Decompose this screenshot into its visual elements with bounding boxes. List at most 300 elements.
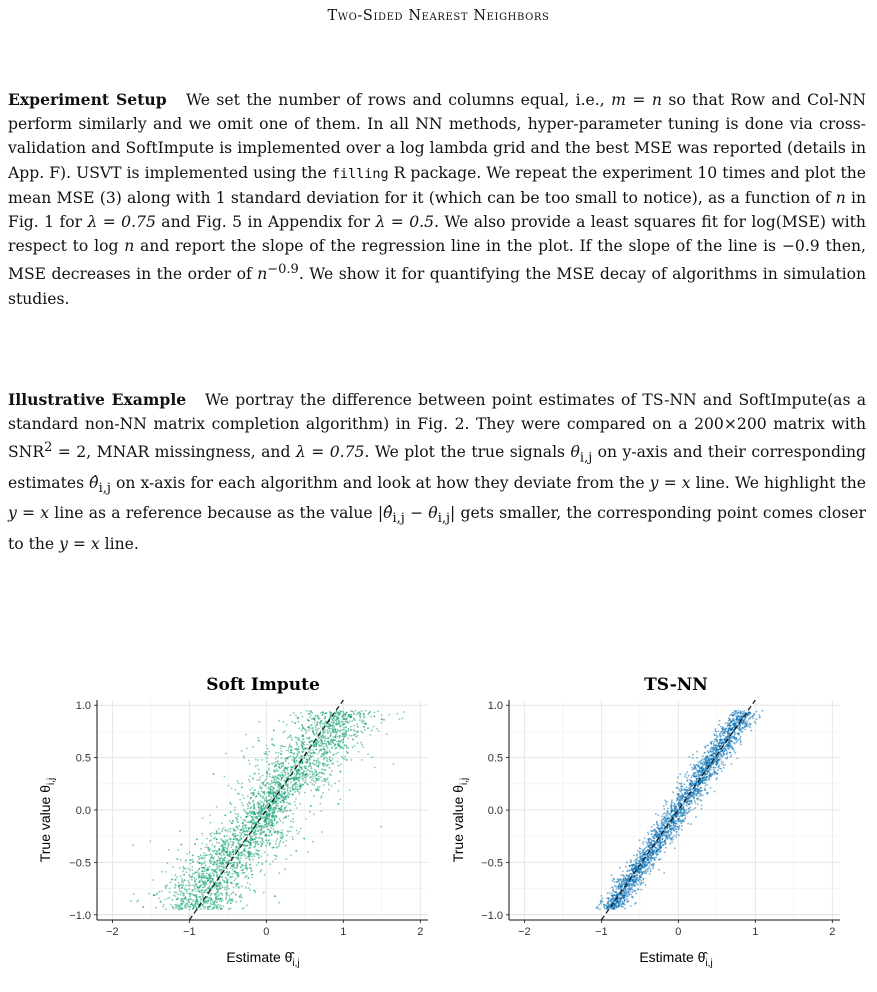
scatter-point	[316, 724, 318, 726]
scatter-point	[216, 907, 218, 909]
scatter-point	[403, 711, 405, 713]
scatter-point	[204, 880, 206, 882]
scatter-point	[614, 905, 616, 907]
scatter-point	[267, 842, 269, 844]
scatter-point	[270, 786, 272, 788]
scatter-point	[216, 830, 218, 832]
scatter-point	[185, 868, 187, 870]
scatter-point	[191, 884, 193, 886]
scatter-point	[261, 759, 263, 761]
scatter-point	[263, 832, 265, 834]
scatter-point	[739, 727, 741, 729]
scatter-point	[325, 751, 327, 753]
scatter-point	[214, 904, 216, 906]
scatter-point	[322, 733, 324, 735]
scatter-point	[201, 833, 203, 835]
scatter-point	[240, 900, 242, 902]
scatter-point	[311, 712, 313, 714]
scatter-point	[258, 773, 260, 775]
scatter-point	[179, 894, 181, 896]
scatter-point	[373, 715, 375, 717]
scatter-point	[321, 754, 323, 756]
scatter-point	[316, 749, 318, 751]
scatter-point	[268, 821, 270, 823]
scatter-point	[206, 844, 208, 846]
scatter-point	[327, 777, 329, 779]
scatter-point	[244, 855, 246, 857]
scatter-point	[352, 739, 354, 741]
scatter-point	[322, 714, 324, 716]
scatter-point	[249, 867, 251, 869]
scatter-point	[370, 716, 372, 718]
scatter-point	[237, 793, 239, 795]
scatter-point	[290, 810, 292, 812]
scatter-point	[309, 716, 311, 718]
scatter-point	[274, 792, 276, 794]
scatter-point	[230, 876, 232, 878]
scatter-point	[191, 859, 193, 861]
scatter-point	[268, 783, 270, 785]
scatter-point	[219, 900, 221, 902]
scatter-point	[658, 859, 660, 861]
scatter-point	[739, 711, 741, 713]
scatter-point	[248, 812, 250, 814]
scatter-point	[194, 886, 196, 888]
scatter-point	[224, 888, 226, 890]
scatter-point	[244, 850, 246, 852]
scatter-point	[733, 750, 735, 752]
scatter-point	[241, 750, 243, 752]
scatter-point	[253, 819, 255, 821]
scatter-point	[178, 885, 180, 887]
scatter-point	[662, 818, 664, 820]
scatter-point	[206, 878, 208, 880]
scatter-point	[209, 866, 211, 868]
scatter-point	[251, 870, 253, 872]
scatter-point	[175, 895, 177, 897]
scatter-point	[246, 857, 248, 859]
scatter-point	[218, 868, 220, 870]
scatter-point	[290, 790, 292, 792]
scatter-point	[255, 765, 257, 767]
scatter-point	[181, 892, 183, 894]
scatter-point	[216, 875, 218, 877]
scatter-point	[294, 773, 296, 775]
scatter-point	[201, 879, 203, 881]
scatter-point	[677, 782, 679, 784]
scatter-point	[282, 788, 284, 790]
scatter-point	[183, 867, 185, 869]
scatter-point	[132, 844, 134, 846]
scatter-point	[619, 905, 621, 907]
scatter-point	[371, 756, 373, 758]
scatter-point	[338, 790, 340, 792]
scatter-point	[230, 811, 232, 813]
scatter-point	[220, 862, 222, 864]
scatter-point	[265, 839, 267, 841]
scatter-point	[338, 720, 340, 722]
scatter-point	[249, 864, 251, 866]
scatter-point	[289, 826, 291, 828]
scatter-point	[736, 742, 738, 744]
scatter-point	[322, 711, 324, 713]
scatter-point	[278, 902, 280, 904]
scatter-point	[276, 768, 278, 770]
scatter-point	[265, 751, 267, 753]
scatter-point	[241, 829, 243, 831]
scatter-point	[331, 713, 333, 715]
scatter-point	[212, 844, 214, 846]
scatter-point	[252, 801, 254, 803]
scatter-point	[322, 755, 324, 757]
scatter-point	[279, 841, 281, 843]
scatter-point	[269, 773, 271, 775]
scatter-point	[326, 729, 328, 731]
scatter-point	[196, 899, 198, 901]
scatter-point	[296, 777, 298, 779]
scatter-point	[263, 802, 265, 804]
scatter-point	[279, 794, 281, 796]
scatter-point	[287, 790, 289, 792]
scatter-point	[310, 749, 312, 751]
scatter-point	[185, 885, 187, 887]
scatter-point	[219, 906, 221, 908]
scatter-point	[265, 753, 267, 755]
scatter-point	[191, 902, 193, 904]
scatter-point	[187, 893, 189, 895]
scatter-point	[299, 757, 301, 759]
scatter-point	[268, 764, 270, 766]
scatter-point	[309, 757, 311, 759]
scatter-point	[274, 831, 276, 833]
scatter-point	[264, 827, 266, 829]
x-tick-label: −2	[106, 926, 119, 938]
scatter-point	[257, 801, 259, 803]
scatter-point	[239, 844, 241, 846]
scatter-point	[206, 884, 208, 886]
scatter-point	[244, 834, 246, 836]
scatter-point	[233, 838, 235, 840]
scatter-point	[224, 886, 226, 888]
scatter-point	[290, 714, 292, 716]
scatter-point	[197, 874, 199, 876]
scatter-point	[207, 879, 209, 881]
scatter-point	[273, 819, 275, 821]
scatter-point	[268, 767, 270, 769]
scatter-point	[280, 748, 282, 750]
scatter-point	[635, 893, 637, 895]
scatter-point	[239, 895, 241, 897]
scatter-point	[727, 752, 729, 754]
scatter-point	[333, 754, 335, 756]
scatter-point	[275, 843, 277, 845]
scatter-point	[291, 737, 293, 739]
scatter-point	[175, 885, 177, 887]
scatter-point	[374, 767, 376, 769]
scatter-point	[286, 802, 288, 804]
scatter-point	[295, 787, 297, 789]
scatter-point	[214, 846, 216, 848]
scatter-point	[304, 766, 306, 768]
scatter-point	[744, 712, 746, 714]
scatter-point	[185, 860, 187, 862]
scatter-point	[209, 876, 211, 878]
scatter-point	[252, 746, 254, 748]
scatter-point	[208, 849, 210, 851]
scatter-point	[248, 821, 250, 823]
scatter-point	[182, 870, 184, 872]
scatter-point	[235, 830, 237, 832]
scatter-point	[183, 893, 185, 895]
scatter-point	[218, 904, 220, 906]
scatter-point	[323, 737, 325, 739]
scatter-point	[681, 829, 683, 831]
scatter-point	[361, 744, 363, 746]
scatter-point	[285, 760, 287, 762]
scatter-point	[746, 726, 748, 728]
scatter-point	[260, 806, 262, 808]
scatter-point	[295, 715, 297, 717]
scatter-point	[254, 855, 256, 857]
scatter-point	[328, 784, 330, 786]
scatter-point	[212, 872, 214, 874]
scatter-point	[639, 847, 641, 849]
scatter-point	[312, 841, 314, 843]
y-tick-label: −1.0	[69, 909, 91, 922]
scatter-point	[253, 813, 255, 815]
scatter-point	[318, 776, 320, 778]
scatter-point	[310, 756, 312, 758]
scatter-point	[266, 812, 268, 814]
scatter-point	[323, 784, 325, 786]
scatter-point	[378, 730, 380, 732]
scatter-point	[209, 833, 211, 835]
scatter-point	[338, 713, 340, 715]
scatter-point	[246, 816, 248, 818]
scatter-point	[165, 888, 167, 890]
scatter-point	[230, 893, 232, 895]
scatter-point	[250, 807, 252, 809]
scatter-point	[297, 739, 299, 741]
scatter-point	[319, 803, 321, 805]
scatter-point	[241, 786, 243, 788]
scatter-point	[267, 828, 269, 830]
scatter-point	[224, 857, 226, 859]
scatter-point	[213, 773, 215, 775]
scatter-point	[332, 736, 334, 738]
scatter-point	[324, 763, 326, 765]
scatter-point	[262, 797, 264, 799]
scatter-point	[255, 841, 257, 843]
scatter-point	[213, 881, 215, 883]
scatter-point	[191, 866, 193, 868]
scatter-point	[229, 802, 231, 804]
y-tick-label: −0.5	[69, 857, 91, 870]
scatter-point	[273, 795, 275, 797]
scatter-point	[232, 900, 234, 902]
scatter-point	[232, 843, 234, 845]
scatter-point	[248, 828, 250, 830]
scatter-point	[386, 733, 388, 735]
scatter-point	[338, 737, 340, 739]
scatter-point	[214, 887, 216, 889]
scatter-point	[221, 845, 223, 847]
scatter-point	[292, 818, 294, 820]
scatter-point	[280, 780, 282, 782]
scatter-point	[611, 892, 613, 894]
scatter-point	[208, 854, 210, 856]
scatter-point	[347, 722, 349, 724]
scatter-point	[274, 854, 276, 856]
scatter-point	[649, 873, 651, 875]
x-tick-label: −1	[595, 926, 608, 938]
scatter-point	[644, 870, 646, 872]
scatter-point	[257, 791, 259, 793]
y-tick-label: 0.0	[75, 805, 91, 817]
scatter-point	[207, 867, 209, 869]
scatter-point	[694, 800, 696, 802]
scatter-point	[326, 759, 328, 761]
scatter-point	[318, 741, 320, 743]
scatter-point	[210, 857, 212, 859]
scatter-point	[183, 882, 185, 884]
scatter-point	[200, 854, 202, 856]
scatter-point	[275, 808, 277, 810]
scatter-point	[352, 747, 354, 749]
scatter-point	[346, 759, 348, 761]
scatter-point	[292, 756, 294, 758]
scatter-point	[212, 901, 214, 903]
scatter-point	[312, 755, 314, 757]
scatter-point	[710, 787, 712, 789]
scatter-point	[316, 763, 318, 765]
scatter-point	[339, 741, 341, 743]
scatter-point	[176, 898, 178, 900]
scatter-point	[275, 855, 277, 857]
scatter-point	[324, 729, 326, 731]
scatter-point	[242, 865, 244, 867]
scatter-point	[253, 803, 255, 805]
scatter-point	[329, 767, 331, 769]
scatter-point	[196, 907, 198, 909]
scatter-point	[260, 833, 262, 835]
scatter-point	[254, 891, 256, 893]
scatter-point	[720, 726, 722, 728]
scatter-point	[280, 775, 282, 777]
scatter-point	[671, 801, 673, 803]
scatter-point	[301, 751, 303, 753]
scatter-point	[239, 832, 241, 834]
scatter-point	[678, 834, 680, 836]
scatter-point	[202, 873, 204, 875]
scatter-point	[393, 763, 395, 765]
scatter-point	[215, 853, 217, 855]
scatter-point	[189, 852, 191, 854]
scatter-point	[275, 779, 277, 781]
scatter-point	[743, 710, 745, 712]
scatter-point	[236, 857, 238, 859]
scatter-point	[272, 825, 274, 827]
scatter-point	[251, 874, 253, 876]
scatter-point	[322, 792, 324, 794]
scatter-point	[288, 794, 290, 796]
scatter-point	[290, 855, 292, 857]
scatter-point	[259, 850, 261, 852]
scatter-point	[268, 815, 270, 817]
scatter-point	[289, 746, 291, 748]
scatter-point	[619, 867, 621, 869]
scatter-point	[273, 730, 275, 732]
scatter-point	[227, 849, 229, 851]
scatter-point	[282, 800, 284, 802]
scatter-point	[314, 718, 316, 720]
scatter-point	[295, 786, 297, 788]
scatter-point	[200, 908, 202, 910]
scatter-point	[291, 721, 293, 723]
scatter-point	[210, 822, 212, 824]
scatter-point	[322, 769, 324, 771]
scatter-point	[284, 774, 286, 776]
scatter-point	[289, 787, 291, 789]
scatter-point	[736, 740, 738, 742]
scatter-point	[655, 813, 657, 815]
scatter-point	[303, 838, 305, 840]
scatter-point	[334, 722, 336, 724]
scatter-point	[664, 813, 666, 815]
scatter-point	[322, 772, 324, 774]
scatter-point	[290, 755, 292, 757]
scatter-point	[223, 905, 225, 907]
scatter-point	[226, 882, 228, 884]
scatter-point	[217, 890, 219, 892]
scatter-point	[170, 904, 172, 906]
scatter-point	[350, 726, 352, 728]
scatter-point	[173, 908, 175, 910]
scatter-point	[231, 898, 233, 900]
scatter-point	[679, 828, 681, 830]
scatter-point	[347, 737, 349, 739]
scatter-point	[371, 729, 373, 731]
scatter-point	[330, 732, 332, 734]
scatter-point	[232, 820, 234, 822]
scatter-point	[690, 823, 692, 825]
scatter-point	[316, 728, 318, 730]
scatter-point	[343, 714, 345, 716]
scatter-point	[607, 892, 609, 894]
scatter-point	[281, 771, 283, 773]
scatter-point	[204, 908, 206, 910]
scatter-point	[231, 804, 233, 806]
scatter-point	[312, 740, 314, 742]
scatter-point	[731, 741, 733, 743]
scatter-point	[316, 745, 318, 747]
scatter-point	[737, 710, 739, 712]
scatter-point	[335, 753, 337, 755]
scatter-point	[310, 782, 312, 784]
scatter-point	[388, 714, 390, 716]
scatter-point	[294, 804, 296, 806]
scatter-point	[210, 877, 212, 879]
scatter-point	[262, 805, 264, 807]
scatter-point	[333, 742, 335, 744]
scatter-point	[270, 806, 272, 808]
scatter-point	[300, 783, 302, 785]
scatter-point	[216, 891, 218, 893]
scatter-point	[197, 901, 199, 903]
scatter-point	[236, 875, 238, 877]
scatter-point	[196, 885, 198, 887]
scatter-point	[290, 771, 292, 773]
